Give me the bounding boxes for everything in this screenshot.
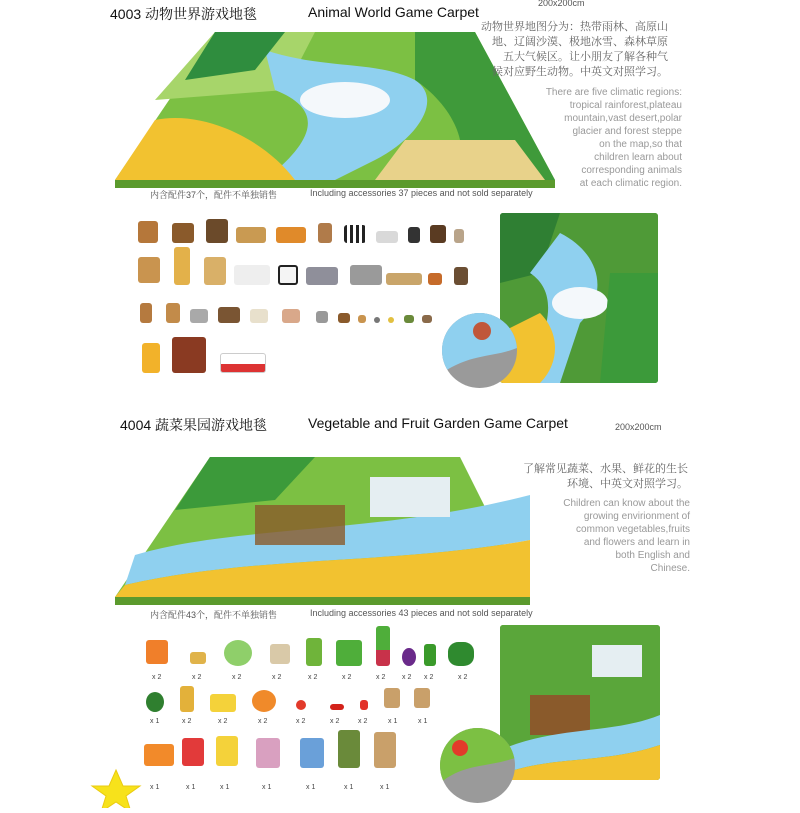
section2-title-cn: 4004 蔬菜果园游戏地毯 xyxy=(120,417,268,433)
qty-label: x 1 xyxy=(262,784,272,791)
top-dimension: 200x200cm xyxy=(538,0,585,8)
broccoli-piece xyxy=(448,642,474,666)
section2-desc-cn-line: 环境、中英文对照学习。 xyxy=(567,478,688,490)
zebra-piece xyxy=(344,225,366,243)
mouse-piece xyxy=(374,317,380,323)
penguin-piece xyxy=(408,227,420,243)
section1-desc-en-line: corresponding animals xyxy=(581,165,682,176)
section1-desc-en-line: at each climatic region. xyxy=(579,178,682,189)
section2-title-en: Vegetable and Fruit Garden Game Carpet xyxy=(308,415,568,431)
chili-piece xyxy=(330,704,344,710)
pumpkin-piece xyxy=(252,690,276,712)
leopard-piece xyxy=(386,273,422,285)
tomato-piece xyxy=(296,700,306,710)
qty-label: x 2 xyxy=(296,718,306,725)
watermelon-piece xyxy=(146,692,164,712)
eagle-piece xyxy=(430,225,446,243)
radish-piece xyxy=(376,626,390,666)
garden-accessories-grid xyxy=(140,620,480,800)
mushroom-piece xyxy=(270,644,290,664)
camel2-piece xyxy=(204,257,226,285)
qty-label: x 2 xyxy=(182,718,192,725)
qty-label: x 1 xyxy=(380,784,390,791)
section1-desc-en-line: tropical rainforest,plateau xyxy=(569,100,682,111)
rabbit-piece xyxy=(454,229,464,243)
section2-desc-en-line: Chinese. xyxy=(650,563,690,574)
banana-piece xyxy=(210,694,236,712)
tiger-piece xyxy=(276,227,306,243)
qty-label: x 1 xyxy=(306,784,316,791)
deer-piece xyxy=(140,303,152,323)
cat-piece xyxy=(316,311,328,323)
asparagus-piece xyxy=(306,638,322,666)
section1-desc-cn xyxy=(470,20,668,80)
garden-carpet-image xyxy=(115,455,530,605)
flowers-piece xyxy=(144,744,174,766)
qty-label: x 2 xyxy=(258,718,268,725)
horse-piece xyxy=(218,307,240,323)
qty-label: x 2 xyxy=(218,718,228,725)
pirate-ship-piece xyxy=(172,337,206,373)
seed-bag2-piece xyxy=(414,688,430,708)
garden-corner-closeup-illustration xyxy=(440,728,515,803)
eggplant-piece xyxy=(402,648,416,666)
cruise-ship-piece xyxy=(220,353,266,373)
section1-desc-en-line: mountain,vast desert,polar xyxy=(564,113,682,124)
squirrel-piece xyxy=(338,313,350,323)
garden-carpet-photo xyxy=(500,625,660,780)
hedgehog-piece xyxy=(422,315,432,323)
tulips-piece xyxy=(182,738,204,766)
animal-carpet-photo xyxy=(500,213,658,383)
qty-label: x 2 xyxy=(402,674,412,681)
section1-desc-en-line: There are five climatic regions: xyxy=(545,87,682,98)
bird-piece xyxy=(358,315,366,323)
garden-carpet-illustration xyxy=(115,455,530,605)
potato-piece xyxy=(190,652,206,664)
goat-piece xyxy=(190,309,208,323)
farmer-piece xyxy=(338,730,360,768)
sunflowers-piece xyxy=(216,736,238,766)
section2-caption-cn: 内含配件43个，配件不单独销售 xyxy=(150,610,278,620)
ostrich-piece xyxy=(454,267,468,285)
section2-desc-en-line: and flowers and learn in xyxy=(583,537,690,548)
polar-bear-piece xyxy=(234,265,270,285)
animal-accessories-grid xyxy=(136,215,476,380)
section1-desc-en-line: glacier and forest steppe xyxy=(572,126,682,137)
animal-carpet-corner-closeup xyxy=(442,313,517,388)
qty-label: x 1 xyxy=(388,718,398,725)
section1-title-en: Animal World Game Carpet xyxy=(308,4,479,20)
section1-caption-cn: 内含配件37个，配件不单独销售 xyxy=(150,190,278,200)
qty-label: x 2 xyxy=(272,674,282,681)
qty-label: x 1 xyxy=(220,784,230,791)
pepper-piece xyxy=(424,644,436,666)
chick-piece xyxy=(388,317,394,323)
section1-desc-cn-line: 动物世界地图分为：热带雨林、高原山 xyxy=(481,21,668,33)
qty-label: x 2 xyxy=(152,674,162,681)
strawberry-piece xyxy=(360,700,368,710)
qty-label: x 2 xyxy=(192,674,202,681)
wolf-piece xyxy=(166,303,180,323)
seal-piece xyxy=(376,231,398,243)
camel-piece xyxy=(138,257,160,283)
section2-dimension: 200x200cm xyxy=(615,422,662,432)
panda-piece xyxy=(278,265,298,285)
kangaroo-piece xyxy=(318,223,332,243)
scarecrow-piece xyxy=(374,732,396,768)
section2-desc-en-line: both English and xyxy=(615,550,690,561)
qty-label: x 1 xyxy=(186,784,196,791)
qty-label: x 2 xyxy=(458,674,468,681)
qty-label: x 2 xyxy=(358,718,368,725)
lion-piece xyxy=(138,221,158,243)
section1-desc-en-line: on the map,so that xyxy=(599,139,682,150)
section1-desc-cn-line: 地、辽阔沙漠、极地冰雪、森林草原 xyxy=(492,36,668,48)
section2-desc-en-line: Children can know about the xyxy=(563,498,690,509)
section1-desc-cn-line: 候对应野生动物。中英文对照学习。 xyxy=(492,66,668,78)
qty-label: x 2 xyxy=(330,718,340,725)
qty-label: x 1 xyxy=(418,718,428,725)
hippo-piece xyxy=(306,267,338,285)
turtle-piece xyxy=(404,315,414,323)
girl-piece xyxy=(256,738,280,768)
carrot-piece xyxy=(146,640,168,664)
seed-bag-piece xyxy=(384,688,400,708)
section2-desc-cn-line: 了解常见蔬菜、水果、鲜花的生长 xyxy=(523,463,688,475)
star-decoration-icon xyxy=(90,768,142,808)
section2-desc-cn xyxy=(470,462,688,492)
bison-piece xyxy=(172,223,194,243)
garden-carpet-photo-illustration xyxy=(500,625,660,780)
bear-piece xyxy=(206,219,228,243)
boy-piece xyxy=(300,738,324,768)
pineapple-piece xyxy=(180,686,194,712)
section1-caption-en: Including accessories 37 pieces and not sold separately xyxy=(310,188,533,198)
section2-desc-en xyxy=(500,497,690,575)
section2-desc-en-line: common vegetables,fruits xyxy=(576,524,690,535)
sailboat-piece xyxy=(142,343,160,373)
section2-desc-en-line: growing envirionment of xyxy=(583,511,690,522)
section1-desc-en xyxy=(490,86,682,190)
section1-title-cn: 4003 动物世界游戏地毯 xyxy=(110,6,258,22)
section1-desc-en-line: children learn about xyxy=(594,152,682,163)
section1-desc-cn-line: 五大气候区。让小朋友了解各种气 xyxy=(503,51,668,63)
qty-label: x 2 xyxy=(376,674,386,681)
garden-carpet-corner-closeup xyxy=(440,728,515,803)
sheep-piece xyxy=(250,309,268,323)
corner-closeup-illustration xyxy=(442,313,517,388)
qty-label: x 2 xyxy=(424,674,434,681)
qty-label: x 2 xyxy=(308,674,318,681)
cabbage-piece xyxy=(224,640,252,666)
bok-choy-piece xyxy=(336,640,362,666)
fox-piece xyxy=(428,273,442,285)
qty-label: x 1 xyxy=(150,784,160,791)
qty-label: x 2 xyxy=(342,674,352,681)
qty-label: x 1 xyxy=(150,718,160,725)
lioness-piece xyxy=(236,227,266,243)
animal-carpet-photo-illustration xyxy=(500,213,658,383)
qty-label: x 1 xyxy=(344,784,354,791)
pig-piece xyxy=(282,309,300,323)
giraffe-piece xyxy=(174,247,190,285)
qty-label: x 2 xyxy=(232,674,242,681)
rhino-piece xyxy=(350,265,382,285)
star-shape xyxy=(90,768,142,808)
section2-caption-en: Including accessories 43 pieces and not sold separately xyxy=(310,608,533,618)
